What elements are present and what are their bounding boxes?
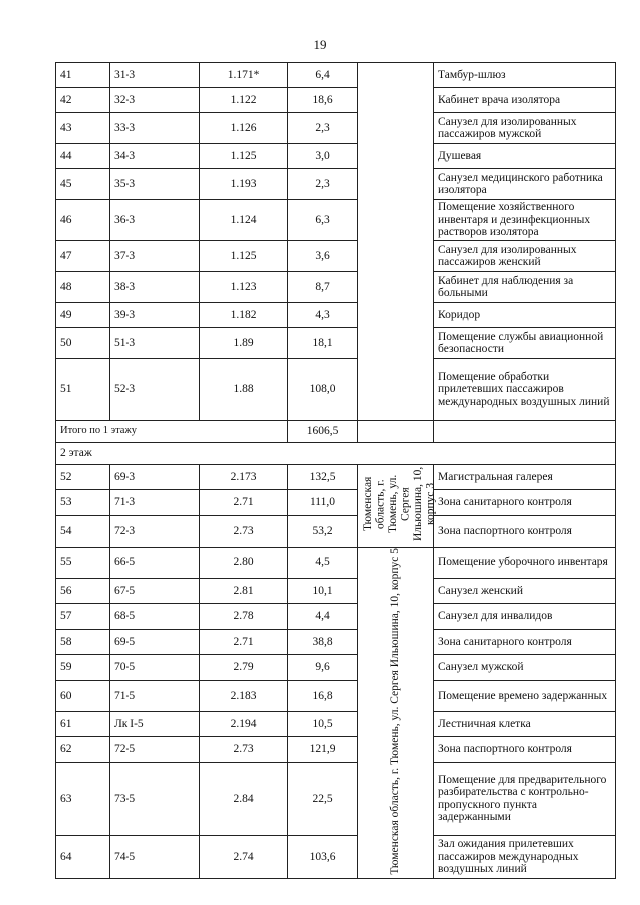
room-area: 18,6 — [288, 88, 358, 113]
plan-number: 1.124 — [200, 200, 288, 241]
room-code: 69-5 — [110, 629, 200, 654]
row-number: 43 — [56, 113, 110, 144]
room-area: 111,0 — [288, 490, 358, 515]
room-area: 103,6 — [288, 835, 358, 878]
row-number: 53 — [56, 490, 110, 515]
table-row — [56, 629, 616, 654]
room-code: 38-3 — [110, 272, 200, 303]
room-area: 9,6 — [288, 655, 358, 680]
row-number: 50 — [56, 328, 110, 359]
plan-number: 2.173 — [200, 465, 288, 490]
table-row — [56, 490, 616, 515]
room-name: Тамбур-шлюз — [434, 63, 616, 88]
address-text: Тюменская область, г. Тюмень, ул. Сергея Ильюшина, 10, корпус 5 — [389, 547, 402, 875]
table-row — [56, 578, 616, 603]
total-value: 1606,5 — [288, 421, 358, 443]
table-row — [56, 303, 616, 328]
table-row — [56, 547, 616, 578]
room-name: Санузел мужской — [434, 655, 616, 680]
plan-number: 2.79 — [200, 655, 288, 680]
room-code: 51-3 — [110, 328, 200, 359]
row-number: 60 — [56, 680, 110, 711]
row-number: 61 — [56, 712, 110, 737]
room-area: 22,5 — [288, 762, 358, 835]
room-code: 68-5 — [110, 604, 200, 629]
room-name: Лестничная клетка — [434, 712, 616, 737]
row-number: 62 — [56, 737, 110, 762]
room-area: 121,9 — [288, 737, 358, 762]
address-cell-korpus5 — [358, 547, 434, 878]
section-label: 2 этаж — [56, 443, 616, 465]
room-name: Зона паспортного контроля — [434, 737, 616, 762]
room-name: Помещение службы авиационной безопасности — [434, 328, 616, 359]
table-row — [56, 272, 616, 303]
room-code: 66-5 — [110, 547, 200, 578]
room-name: Кабинет для наблюдения за больными — [434, 272, 616, 303]
plan-number: 1.88 — [200, 359, 288, 421]
table-row — [56, 359, 616, 421]
table-row — [56, 712, 616, 737]
room-name: Зона санитарного контроля — [434, 629, 616, 654]
row-number: 49 — [56, 303, 110, 328]
row-number: 51 — [56, 359, 110, 421]
room-code: 71-5 — [110, 680, 200, 711]
room-code: 36-3 — [110, 200, 200, 241]
room-area: 108,0 — [288, 359, 358, 421]
room-area: 6,3 — [288, 200, 358, 241]
row-number: 64 — [56, 835, 110, 878]
plan-number: 1.125 — [200, 144, 288, 169]
room-name: Помещение обработки прилетевших пассажиров международных воздушных линий — [434, 359, 616, 421]
plan-number: 1.171* — [200, 63, 288, 88]
table-row — [56, 762, 616, 835]
table-row — [56, 604, 616, 629]
total-row — [56, 421, 616, 443]
plan-number: 1.126 — [200, 113, 288, 144]
table-row — [56, 835, 616, 878]
table-row — [56, 515, 616, 547]
room-code: 67-5 — [110, 578, 200, 603]
room-name: Помещение для предварительного разбирательства с контрольно-пропускного пункта задержанными — [434, 762, 616, 835]
row-number: 47 — [56, 241, 110, 272]
premises-table — [55, 62, 616, 879]
row-number: 44 — [56, 144, 110, 169]
room-area: 4,4 — [288, 604, 358, 629]
table-row — [56, 63, 616, 88]
room-area: 16,8 — [288, 680, 358, 711]
page-number: 19 — [313, 37, 327, 52]
room-code: 31-3 — [110, 63, 200, 88]
room-area: 10,1 — [288, 578, 358, 603]
room-area: 4,5 — [288, 547, 358, 578]
row-number: 48 — [56, 272, 110, 303]
room-area: 3,6 — [288, 241, 358, 272]
row-number: 46 — [56, 200, 110, 241]
room-area: 38,8 — [288, 629, 358, 654]
table-row — [56, 200, 616, 241]
plan-number: 2.78 — [200, 604, 288, 629]
room-area: 2,3 — [288, 169, 358, 200]
room-area: 18,1 — [288, 328, 358, 359]
address-cell-floor1 — [358, 63, 434, 421]
room-name: Помещение времено задержанных — [434, 680, 616, 711]
row-number: 52 — [56, 465, 110, 490]
room-name: Помещение хозяйственного инвентаря и дезинфекционных растворов изолятора — [434, 200, 616, 241]
room-code: 71-3 — [110, 490, 200, 515]
row-number: 41 — [56, 63, 110, 88]
table-row — [56, 680, 616, 711]
room-code: 32-3 — [110, 88, 200, 113]
row-number: 45 — [56, 169, 110, 200]
plan-number: 2.73 — [200, 737, 288, 762]
plan-number: 1.182 — [200, 303, 288, 328]
room-name: Зона санитарного контроля — [434, 490, 616, 515]
room-name: Кабинет врача изолятора — [434, 88, 616, 113]
address-cell-korpus3 — [358, 465, 437, 548]
total-empty — [434, 421, 616, 443]
room-code: 34-3 — [110, 144, 200, 169]
table-row — [56, 113, 616, 144]
room-code: 72-5 — [110, 737, 200, 762]
table-row — [56, 169, 616, 200]
total-empty — [358, 421, 434, 443]
room-name: Душевая — [434, 144, 616, 169]
room-area: 10,5 — [288, 712, 358, 737]
table-row — [56, 88, 616, 113]
total-label: Итого по 1 этажу — [56, 421, 288, 443]
room-area: 3,0 — [288, 144, 358, 169]
plan-number: 1.125 — [200, 241, 288, 272]
room-name: Помещение уборочного инвентаря — [434, 547, 616, 578]
room-area: 53,2 — [288, 515, 358, 547]
room-code: 74-5 — [110, 835, 200, 878]
row-number: 55 — [56, 547, 110, 578]
room-name: Санузел для инвалидов — [434, 604, 616, 629]
room-code: 52-3 — [110, 359, 200, 421]
room-area: 4,3 — [288, 303, 358, 328]
table-row — [56, 241, 616, 272]
plan-number: 2.194 — [200, 712, 288, 737]
row-number: 59 — [56, 655, 110, 680]
room-name: Санузел женский — [434, 578, 616, 603]
section-row — [56, 443, 616, 465]
plan-number: 2.183 — [200, 680, 288, 711]
room-name: Коридор — [434, 303, 616, 328]
room-code: 69-3 — [110, 465, 200, 490]
table-row — [56, 737, 616, 762]
room-area: 132,5 — [288, 465, 358, 490]
room-name: Санузел для изолированных пассажиров женский — [434, 241, 616, 272]
room-code: 73-5 — [110, 762, 200, 835]
room-area: 6,4 — [288, 63, 358, 88]
room-code: Лк I-5 — [110, 712, 200, 737]
room-name: Магистральная галерея — [434, 465, 616, 490]
row-number: 42 — [56, 88, 110, 113]
room-name: Зона паспортного контроля — [434, 515, 616, 547]
plan-number: 1.123 — [200, 272, 288, 303]
row-number: 63 — [56, 762, 110, 835]
plan-number: 2.80 — [200, 547, 288, 578]
plan-number: 2.84 — [200, 762, 288, 835]
plan-number: 2.73 — [200, 515, 288, 547]
plan-number: 1.122 — [200, 88, 288, 113]
table-row — [56, 655, 616, 680]
room-code: 39-3 — [110, 303, 200, 328]
plan-number: 2.81 — [200, 578, 288, 603]
table-row — [56, 328, 616, 359]
room-code: 35-3 — [110, 169, 200, 200]
room-code: 72-3 — [110, 515, 200, 547]
plan-number: 2.71 — [200, 629, 288, 654]
plan-number: 2.71 — [200, 490, 288, 515]
plan-number: 2.74 — [200, 835, 288, 878]
room-area: 2,3 — [288, 113, 358, 144]
room-area: 8,7 — [288, 272, 358, 303]
row-number: 56 — [56, 578, 110, 603]
table-row — [56, 465, 616, 490]
room-name: Санузел для изолированных пассажиров мужской — [434, 113, 616, 144]
row-number: 54 — [56, 515, 110, 547]
table-row — [56, 144, 616, 169]
plan-number: 1.89 — [200, 328, 288, 359]
address-text: Тюменская область, г. Тюмень, ул. Сергея Ильюшина, 10, корпус 3 — [362, 466, 437, 542]
room-name: Санузел медицинского работника изолятора — [434, 169, 616, 200]
plan-number: 1.193 — [200, 169, 288, 200]
room-code: 37-3 — [110, 241, 200, 272]
row-number: 57 — [56, 604, 110, 629]
row-number: 58 — [56, 629, 110, 654]
room-code: 70-5 — [110, 655, 200, 680]
room-name: Зал ожидания прилетевших пассажиров международных воздушных линий — [434, 835, 616, 878]
room-code: 33-3 — [110, 113, 200, 144]
